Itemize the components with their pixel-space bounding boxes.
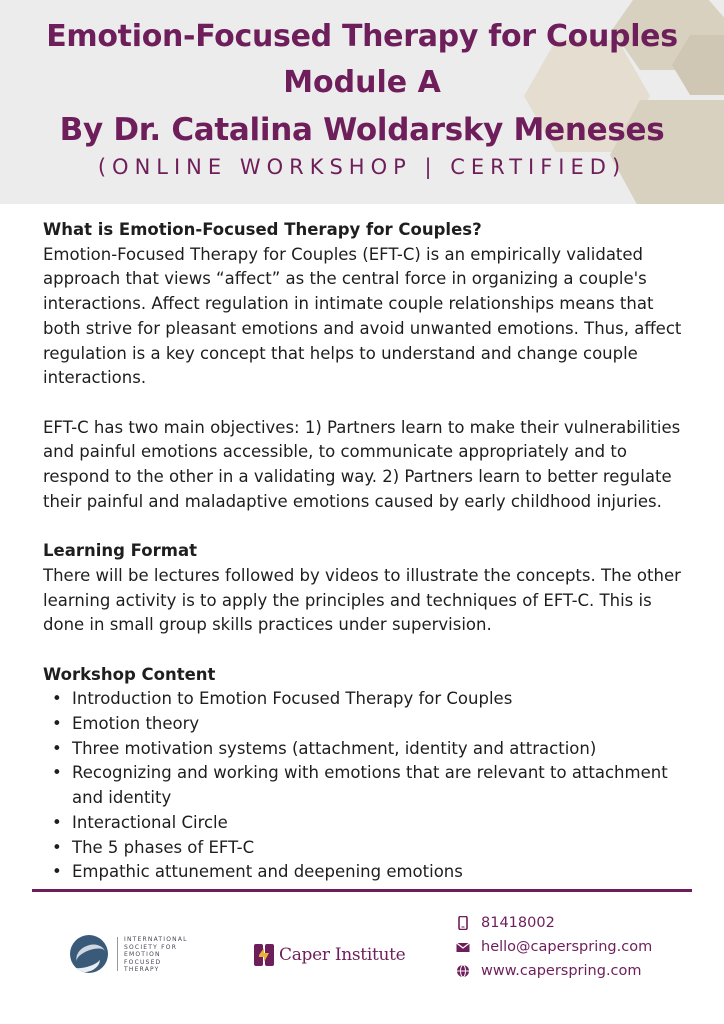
email-link[interactable]: hello@caperspring.com xyxy=(481,939,653,955)
subtitle: (ONLINE WORKSHOP | CERTIFIED) xyxy=(97,155,627,179)
heading-what-is-eft: What is Emotion-Focused Therapy for Couples? xyxy=(43,220,482,239)
list-item: • Interactional Circle xyxy=(72,811,693,836)
title-line-3: By Dr. Catalina Woldarsky Meneses xyxy=(59,112,665,148)
spacer xyxy=(43,638,693,663)
title-line-1: Emotion-Focused Therapy for Couples xyxy=(46,19,678,54)
list-item: • Empathic attunement and deepening emotions xyxy=(72,860,693,885)
paragraph-eft-objectives: EFT-C has two main objectives: 1) Partners learn to make their vulnerabilities and painful emotions accessible, to communicate appropriately and to respond to the other in a validating way. 2) Partners learn to better regulate their painful and maladaptive emotions caused by early childhood injuries. xyxy=(43,417,681,511)
spacer xyxy=(43,391,693,416)
list-item: • Introduction to Emotion Focused Therapy for Couples xyxy=(72,687,693,712)
logo-divider xyxy=(117,937,118,971)
heading-workshop-content: Workshop Content xyxy=(43,664,216,684)
caper-institute-logo xyxy=(254,941,405,969)
list-item: • Recognizing and working with emotions that are relevant to attachment and identity xyxy=(72,761,693,810)
contact-email xyxy=(456,935,652,959)
globe-icon xyxy=(456,964,470,978)
contact-phone xyxy=(456,911,652,935)
isfet-logo xyxy=(70,933,200,977)
title-block xyxy=(0,14,724,182)
footer-divider xyxy=(32,889,692,892)
caper-logo-text: Caper Institute xyxy=(279,945,406,965)
header-banner xyxy=(0,0,724,204)
paragraph-eft-description: Emotion-Focused Therapy for Couples (EFT-C) is an empirically validated approach that views “affect” as the central force in organizing a couple's interactions. Affect regulation in intimate couple relationships means that both strive for pleasant emotions and avoid unwanted emotions. Thus, affect regulation is a key concept that helps to understand and change couple interactions. xyxy=(43,244,682,388)
paragraph-learning-format: There will be lectures followed by videos to illustrate the concepts. The other learning activity is to apply the principles and techniques of EFT-C. This is done in small group skills practices under supervision. xyxy=(43,565,681,635)
list-item: • Emotion theory xyxy=(72,712,693,737)
phone-icon xyxy=(456,916,470,930)
title-line-2: Module A xyxy=(283,65,441,100)
list-item: • Three motivation systems (attachment, identity and attraction) xyxy=(72,737,693,762)
website-link[interactable]: www.caperspring.com xyxy=(481,963,642,979)
spacer xyxy=(43,514,693,539)
mail-icon xyxy=(456,940,470,954)
caper-logo-icon xyxy=(254,942,274,968)
workshop-content-list xyxy=(43,687,693,885)
contact-info xyxy=(456,911,652,983)
main-content xyxy=(43,218,693,885)
phone-number[interactable]: 81418002 xyxy=(481,915,555,931)
isfet-logo-text: INTERNATIONAL SOCIETY FOR EMOTION FOCUSED THERAPY xyxy=(124,936,188,973)
heading-learning-format: Learning Format xyxy=(43,541,197,561)
list-item: • The 5 phases of EFT-C xyxy=(72,836,693,861)
isfet-emblem-icon xyxy=(70,935,108,973)
contact-website xyxy=(456,959,652,983)
